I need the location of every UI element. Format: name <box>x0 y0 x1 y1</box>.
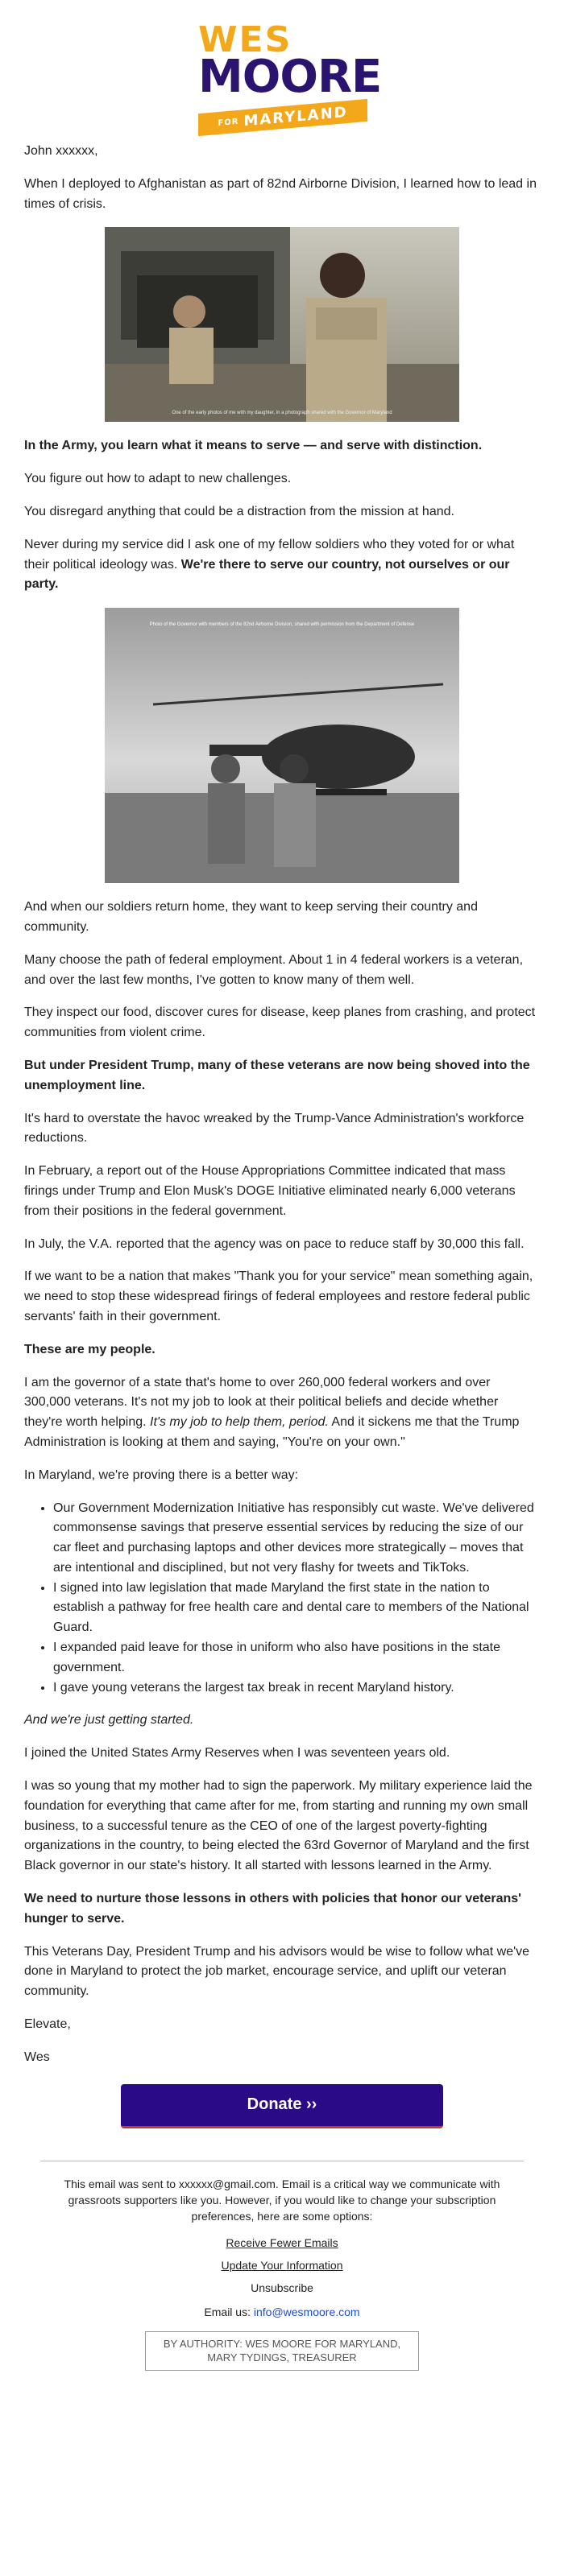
update-information-link[interactable]: Update Your Information <box>221 2258 343 2272</box>
logo-band <box>198 99 367 136</box>
footer <box>40 2161 524 2371</box>
paragraph-governor <box>24 1373 540 1453</box>
paragraph-governor-italic: It's my job to help them, period. <box>150 1415 329 1430</box>
logo-moore: MOORE <box>198 51 382 103</box>
paragraph-governor-c: And it sickens me that the Trump Administration is looking at them and saying, "You're on your own." <box>24 1415 520 1449</box>
list-item: • Our Government Modernization Initiative has responsibly cut waste. We've delivered commonsense savings that preserve essential services by reducing the size of our car fleet and purchasing laptops and other devices more strategically – moves that are intentional and disciplined, but not very flashy for tweets and TikToks. <box>53 1499 540 1579</box>
signoff: Elevate, <box>24 2017 71 2032</box>
paragraph-deployment: When I deployed to Afghanistan as part of 82nd Airborne Division, I learned how to lead in times of crisis. <box>24 176 537 211</box>
list-item: • I gave young veterans the largest tax break in recent Maryland history. <box>53 1678 540 1699</box>
paragraph-february: In February, a report out of the House Appropriations Committee indicated that mass firings under Trump and Elon Musk's DOGE Initiative eliminated nearly 6,000 veterans from their positions in the federal government. <box>24 1164 516 1218</box>
accomplishments-list <box>24 1499 540 1699</box>
list-item: • I expanded paid leave for those in uniform who also have positions in the state government. <box>53 1638 540 1678</box>
paragraph-thank-you: If we want to be a nation that makes "Thank you for your service" mean something again, we need to stop these widespread firings of federal employees and restore federal public servants' faith in their government. <box>24 1269 533 1323</box>
list-item: • I signed into law legislation that made Maryland the first state in the nation to establish a pathway for free health care and dental care to members of the National Guard. <box>53 1579 540 1638</box>
photo1-caption: One of the early photos of me with my daughter, in a photograph shared with the Governor of Maryland <box>172 411 392 416</box>
paragraph-serve: In the Army, you learn what it means to serve — and serve with distinction. <box>24 439 483 453</box>
paragraph-havoc: It's hard to overstate the havoc wreaked by the Trump-Vance Administration's workforce reductions. <box>24 1111 525 1146</box>
receive-fewer-emails-link[interactable]: Receive Fewer Emails <box>226 2235 338 2249</box>
footer-email-link[interactable]: info@wesmoore.com <box>253 2305 360 2318</box>
paragraph-veterans-day: This Veterans Day, President Trump and his advisors would be wise to follow what we've done in Maryland to protect the job market, encourage service, and uplift our veteran community. <box>24 1944 530 1999</box>
photo2-caption: Photo of the Governor with members of the 82nd Airborne Division, shared with permission from the Department of Defense <box>149 622 415 628</box>
paragraph-adapt: You figure out how to adapt to new challenges. <box>24 472 292 486</box>
logo <box>24 0 540 142</box>
greeting: John xxxxxx, <box>24 144 98 158</box>
paragraph-july: In July, the V.A. reported that the agency was on pace to reduce staff by 30,000 this fall. <box>24 1236 525 1251</box>
paragraph-federal-employment: Many choose the path of federal employment. About 1 in 4 federal workers is a veteran, and over the last few months, I've gotten to know many of them well. <box>24 952 524 987</box>
email-body <box>24 0 540 2371</box>
logo-wes: WES <box>198 19 292 60</box>
unsubscribe-link[interactable]: Unsubscribe <box>251 2281 313 2294</box>
paragraph-better-way: In Maryland, we're proving there is a better way: <box>24 1468 299 1482</box>
paragraph-mother: I was so young that my mother had to sign the paperwork. My military experience laid the foundation for everything that came after for me, from starting and running my own small business, to a successful tenure as the CEO of one of the largest poverty-fighting organizations in the country, to being elected the 63rd Governor of Maryland and the first Black governor in our state's history. It all started with lessons learned in the Army. <box>24 1779 533 1873</box>
logo-state: MARYLAND <box>243 103 348 130</box>
photo-helicopter <box>105 608 459 883</box>
footer-sent-text: This email was sent to xxxxxx@gmail.com. Email is a critical way we communicate with grassroots supporters like you. However, if you would like to change your subscription preferences, here are some options: <box>64 2177 500 2223</box>
paragraph-getting-started: And we're just getting started. <box>24 1713 194 1728</box>
paragraph-joined-army: I joined the United States Army Reserves when I was seventeen years old. <box>24 1746 450 1761</box>
paragraph-governor-a: I am the governor of a state that's home to over 260,000 federal workers and over 300,000 veterans. It's not my job to look at their political beliefs and decide whether they're worth helping. <box>24 1375 499 1430</box>
authority-line2: MARY TYDINGS, TREASURER <box>207 2351 357 2364</box>
footer-email-label: Email us: <box>204 2305 254 2318</box>
paragraph-my-people: These are my people. <box>24 1342 156 1356</box>
signature: Wes <box>24 2050 50 2064</box>
paragraph-never-asked-bold: We're there to serve our country, not ourselves or our party. <box>24 557 510 592</box>
footer-email <box>40 2304 524 2320</box>
paragraph-inspect: They inspect our food, discover cures for disease, keep planes from crashing, and protect communities from violent crime. <box>24 1005 536 1040</box>
logo-for: FOR <box>218 117 239 128</box>
paragraph-distraction: You disregard anything that could be a distraction from the mission at hand. <box>24 504 454 518</box>
authority-box <box>145 2331 419 2371</box>
photo-humvee <box>105 227 459 422</box>
donate-button[interactable]: Donate ›› <box>121 2084 443 2128</box>
paragraph-never-asked <box>24 535 540 595</box>
paragraph-unemployment: But under President Trump, many of these veterans are now being shoved into the unemployment line. <box>24 1058 530 1092</box>
paragraph-return-home: And when our soldiers return home, they want to keep serving their country and community. <box>24 900 478 934</box>
paragraph-nurture: We need to nurture those lessons in others with policies that honor our veterans' hunger to serve. <box>24 1892 521 1926</box>
authority-line1: BY AUTHORITY: WES MOORE FOR MARYLAND, <box>163 2337 401 2350</box>
paragraph-never-asked-text: Never during my service did I ask one of my fellow soldiers who they voted for or what their political ideology was. <box>24 537 515 572</box>
